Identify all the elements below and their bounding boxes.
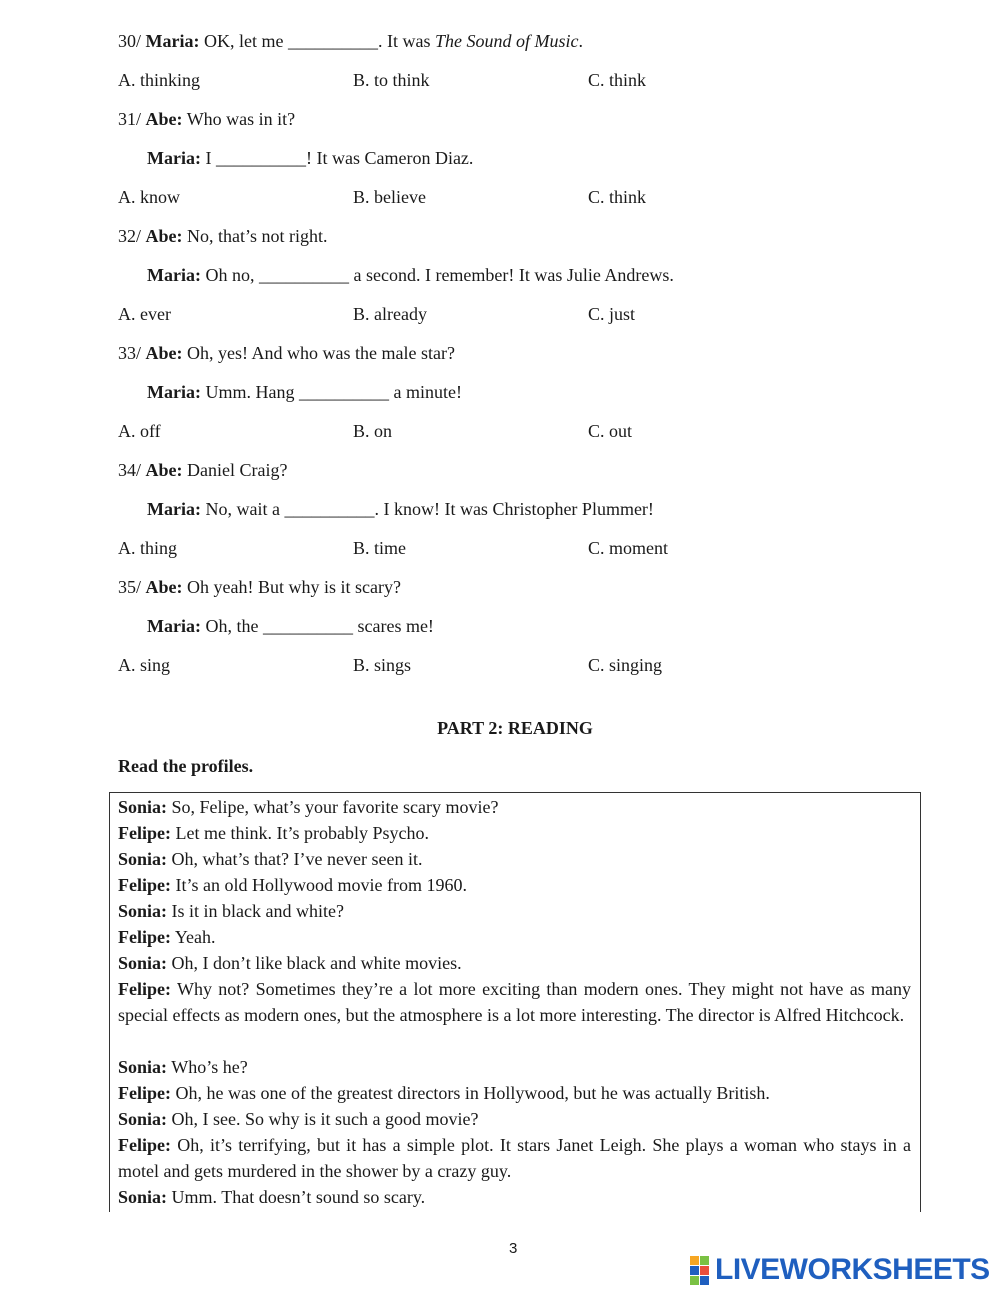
speaker-name: Maria:: [145, 31, 200, 51]
option-a: A. sing: [118, 655, 171, 675]
option-b: B. time: [353, 538, 406, 558]
speaker-name: Sonia:: [118, 849, 168, 869]
speaker-name: Abe:: [145, 460, 183, 480]
movie-title: The Sound of Music: [434, 31, 579, 51]
question-35-reply: [147, 615, 434, 637]
question-33-prompt: [118, 342, 455, 364]
option-c: C. singing: [588, 655, 663, 675]
speaker-name: Abe:: [145, 109, 183, 129]
question-text: Who was in it?: [182, 109, 296, 129]
option-a: A. thinking: [118, 70, 201, 90]
speaker-name: Maria:: [147, 382, 201, 402]
dialogue-text: Umm. That doesn’t sound so scary.: [167, 1187, 426, 1207]
dialogue-line: [118, 976, 911, 1028]
dialogue-line: [118, 924, 911, 950]
option-c: C. think: [588, 70, 647, 90]
question-number: 30/: [118, 31, 146, 51]
speaker-name: Sonia:: [118, 1109, 168, 1129]
speaker-name: Abe:: [145, 226, 183, 246]
dialogue-line: [118, 1184, 911, 1210]
dialogue-text: Oh, it’s terrifying, but it has a simple plot. It stars Janet Leigh. She plays a woman who stays in a motel and gets murdered in the shower by a crazy guy.: [118, 1135, 911, 1181]
question-number: 34/: [118, 460, 146, 480]
speaker-name: Sonia:: [118, 1187, 168, 1207]
page-number: 3: [509, 1240, 518, 1257]
dialogue-text: Oh, I see. So why is it such a good movie?: [167, 1109, 479, 1129]
speaker-name: Sonia:: [118, 1057, 168, 1077]
dialogue-text: Why not? Sometimes they’re a lot more exciting than modern ones. They might not have as many special effects as modern ones, but the atmosphere is a lot more interesting. The director is Alfred Hitchcock.: [118, 979, 911, 1025]
reply-text: Umm. Hang __________ a minute!: [200, 382, 462, 402]
speaker-name: Sonia:: [118, 953, 168, 973]
speaker-name: Maria:: [147, 616, 201, 636]
question-32-reply: [147, 264, 674, 286]
question-text: Oh, yes! And who was the male star?: [182, 343, 455, 363]
question-34-reply: [147, 498, 654, 520]
dialogue-line: [118, 1080, 911, 1106]
speaker-name: Sonia:: [118, 797, 168, 817]
reply-text: I __________! It was Cameron Diaz.: [200, 148, 474, 168]
option-a: A. thing: [118, 538, 178, 558]
dialogue-line: [118, 1106, 911, 1132]
dialogue-text: So, Felipe, what’s your favorite scary movie?: [167, 797, 499, 817]
question-number: 31/: [118, 109, 146, 129]
option-a: A. ever: [118, 304, 171, 324]
question-text: OK, let me __________. It was: [199, 31, 435, 51]
option-a: A. know: [118, 187, 180, 207]
option-c: C. think: [588, 187, 647, 207]
option-b: B. sings: [353, 655, 412, 675]
speaker-name: Felipe:: [118, 1083, 171, 1103]
option-a: A. off: [118, 421, 161, 441]
speaker-name: Maria:: [147, 265, 201, 285]
question-number: 35/: [118, 577, 146, 597]
dialogue-line: [118, 872, 911, 898]
dialogue-line: [118, 820, 911, 846]
option-b: B. believe: [353, 187, 426, 207]
dialogue-text: Oh, I don’t like black and white movies.: [167, 953, 462, 973]
dialogue-text: Is it in black and white?: [167, 901, 344, 921]
question-30-prompt: [118, 30, 583, 52]
reading-instruction: Read the profiles.: [118, 756, 254, 776]
dialogue-text: Yeah.: [170, 927, 216, 947]
question-text: No, that’s not right.: [182, 226, 328, 246]
question-text-end: .: [578, 31, 583, 51]
question-number: 32/: [118, 226, 146, 246]
option-c: C. moment: [588, 538, 668, 558]
question-34-prompt: [118, 459, 287, 481]
speaker-name: Felipe:: [118, 927, 171, 947]
speaker-name: Felipe:: [118, 823, 171, 843]
option-b: B. on: [353, 421, 393, 441]
dialogue-line: [118, 950, 911, 976]
dialogue-text: It’s an old Hollywood movie from 1960.: [170, 875, 467, 895]
speaker-name: Felipe:: [118, 979, 171, 999]
question-33-reply: [147, 381, 462, 403]
dialogue-box: [109, 792, 921, 1212]
question-35-prompt: [118, 576, 401, 598]
dialogue-text: Oh, he was one of the greatest directors in Hollywood, but he was actually British.: [170, 1083, 770, 1103]
dialogue-line: [118, 898, 911, 924]
speaker-name: Abe:: [145, 577, 183, 597]
dialogue-line: [118, 1132, 911, 1184]
dialogue-text: Who’s he?: [167, 1057, 248, 1077]
question-text: Oh yeah! But why is it scary?: [182, 577, 401, 597]
logo-mark-icon: [690, 1256, 709, 1285]
speaker-name: Felipe:: [118, 875, 171, 895]
question-text: Daniel Craig?: [182, 460, 288, 480]
speaker-name: Felipe:: [118, 1135, 171, 1155]
part-title: PART 2: READING: [437, 718, 593, 738]
question-31-reply: [147, 147, 473, 169]
dialogue-text: Oh, what’s that? I’ve never seen it.: [167, 849, 423, 869]
question-number: 33/: [118, 343, 146, 363]
option-c: C. out: [588, 421, 633, 441]
option-b: B. already: [353, 304, 427, 324]
option-c: C. just: [588, 304, 636, 324]
speaker-name: Maria:: [147, 499, 201, 519]
question-32-prompt: [118, 225, 328, 247]
speaker-name: Sonia:: [118, 901, 168, 921]
reply-text: No, wait a __________. I know! It was Christopher Plummer!: [200, 499, 654, 519]
dialogue-line: [118, 1054, 911, 1080]
reply-text: Oh no, __________ a second. I remember! It was Julie Andrews.: [200, 265, 674, 285]
option-b: B. to think: [353, 70, 430, 90]
question-31-prompt: [118, 108, 295, 130]
logo-text: LIVEWORKSHEETS: [715, 1253, 990, 1286]
dialogue-text: Let me think. It’s probably Psycho.: [170, 823, 429, 843]
speaker-name: Abe:: [145, 343, 183, 363]
liveworksheets-logo: [690, 1255, 990, 1285]
dialogue-line: [118, 846, 911, 872]
speaker-name: Maria:: [147, 148, 201, 168]
dialogue-line: [118, 794, 911, 820]
reply-text: Oh, the __________ scares me!: [200, 616, 434, 636]
